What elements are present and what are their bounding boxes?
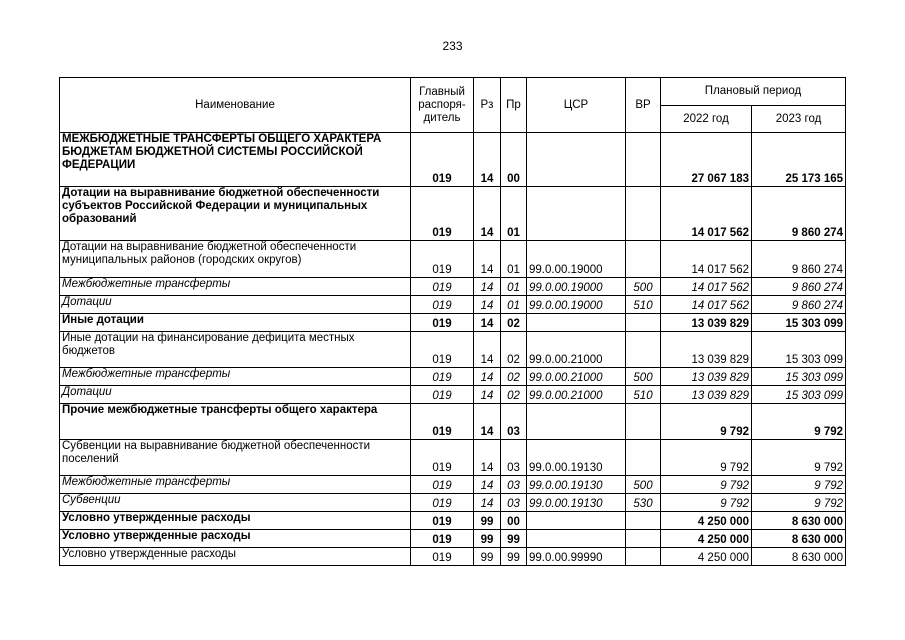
row-name: Иные дотации на финансирование дефицита местных бюджетов xyxy=(60,332,411,368)
header-planned-period: Плановый период xyxy=(661,78,846,106)
row-year-2023: 9 860 274 xyxy=(752,187,846,241)
row-vr: 530 xyxy=(626,494,661,512)
row-pr: 01 xyxy=(501,278,527,296)
row-csr: 99.0.00.19130 xyxy=(527,476,626,494)
row-name: Условно утвержденные расходы xyxy=(60,530,411,548)
header-vr: ВР xyxy=(626,78,661,133)
header-glavny-rasporyaditel xyxy=(411,78,474,133)
table-row xyxy=(60,440,846,476)
row-glavny: 019 xyxy=(411,494,474,512)
row-pr: 02 xyxy=(501,332,527,368)
row-year-2023: 9 860 274 xyxy=(752,241,846,278)
row-glavny: 019 xyxy=(411,476,474,494)
budget-table xyxy=(59,77,846,566)
row-vr xyxy=(626,440,661,476)
row-csr xyxy=(527,530,626,548)
row-glavny: 019 xyxy=(411,278,474,296)
row-glavny: 019 xyxy=(411,440,474,476)
row-name: МЕЖБЮДЖЕТНЫЕ ТРАНСФЕРТЫ ОБЩЕГО ХАРАКТЕРА БЮДЖЕТАМ БЮДЖЕТНОЙ СИСТЕМЫ РОССИЙСКОЙ ФЕДЕРАЦИИ xyxy=(60,133,411,187)
row-name: Дотации xyxy=(60,386,411,404)
row-rz: 14 xyxy=(474,476,501,494)
row-name: Условно утвержденные расходы xyxy=(60,548,411,566)
header-glavny-line3: дитель xyxy=(423,111,461,124)
row-pr: 01 xyxy=(501,296,527,314)
row-year-2023: 25 173 165 xyxy=(752,133,846,187)
header-glavny-line1: Главный xyxy=(419,85,465,98)
row-rz: 14 xyxy=(474,368,501,386)
row-year-2022: 14 017 562 xyxy=(661,187,752,241)
row-pr: 01 xyxy=(501,241,527,278)
row-pr: 03 xyxy=(501,440,527,476)
header-csr: ЦСР xyxy=(527,78,626,133)
row-rz: 14 xyxy=(474,404,501,440)
row-name: Межбюджетные трансферты xyxy=(60,278,411,296)
row-csr xyxy=(527,314,626,332)
table-row xyxy=(60,278,846,296)
row-csr: 99.0.00.99990 xyxy=(527,548,626,566)
header-year-2023: 2023 год xyxy=(752,106,846,133)
row-pr: 99 xyxy=(501,548,527,566)
row-year-2022: 13 039 829 xyxy=(661,314,752,332)
row-year-2022: 13 039 829 xyxy=(661,386,752,404)
row-glavny: 019 xyxy=(411,548,474,566)
row-year-2022: 14 017 562 xyxy=(661,241,752,278)
row-csr: 99.0.00.21000 xyxy=(527,368,626,386)
row-name: Условно утвержденные расходы xyxy=(60,512,411,530)
row-pr: 00 xyxy=(501,512,527,530)
row-year-2023: 9 792 xyxy=(752,440,846,476)
row-glavny: 019 xyxy=(411,386,474,404)
row-rz: 14 xyxy=(474,187,501,241)
row-rz: 14 xyxy=(474,386,501,404)
header-pr: Пр xyxy=(501,78,527,133)
row-name: Межбюджетные трансферты xyxy=(60,368,411,386)
row-csr xyxy=(527,512,626,530)
row-glavny: 019 xyxy=(411,512,474,530)
row-glavny: 019 xyxy=(411,187,474,241)
row-year-2023: 15 303 099 xyxy=(752,368,846,386)
row-rz: 99 xyxy=(474,548,501,566)
row-rz: 14 xyxy=(474,494,501,512)
row-glavny: 019 xyxy=(411,332,474,368)
row-csr: 99.0.00.19130 xyxy=(527,440,626,476)
row-year-2022: 13 039 829 xyxy=(661,332,752,368)
row-pr: 03 xyxy=(501,476,527,494)
table-row xyxy=(60,386,846,404)
table-row xyxy=(60,296,846,314)
row-csr: 99.0.00.19000 xyxy=(527,241,626,278)
row-name: Дотации xyxy=(60,296,411,314)
row-name: Субвенции xyxy=(60,494,411,512)
row-vr: 510 xyxy=(626,386,661,404)
row-rz: 99 xyxy=(474,530,501,548)
table-row xyxy=(60,494,846,512)
page-number: 233 xyxy=(442,39,463,53)
row-glavny: 019 xyxy=(411,314,474,332)
row-rz: 14 xyxy=(474,440,501,476)
row-name: Дотации на выравнивание бюджетной обеспеченности субъектов Российской Федерации и муниципальных образований xyxy=(60,187,411,241)
row-pr: 99 xyxy=(501,530,527,548)
row-csr: 99.0.00.19000 xyxy=(527,278,626,296)
row-csr: 99.0.00.19000 xyxy=(527,296,626,314)
row-vr xyxy=(626,404,661,440)
row-year-2023: 8 630 000 xyxy=(752,512,846,530)
row-rz: 14 xyxy=(474,278,501,296)
table-row xyxy=(60,512,846,530)
row-vr xyxy=(626,530,661,548)
table-row xyxy=(60,187,846,241)
row-pr: 03 xyxy=(501,494,527,512)
row-year-2023: 15 303 099 xyxy=(752,386,846,404)
row-name: Субвенции на выравнивание бюджетной обеспеченности поселений xyxy=(60,440,411,476)
row-year-2023: 9 860 274 xyxy=(752,296,846,314)
row-pr: 02 xyxy=(501,314,527,332)
row-year-2022: 14 017 562 xyxy=(661,296,752,314)
table-row xyxy=(60,476,846,494)
row-pr: 02 xyxy=(501,368,527,386)
row-pr: 00 xyxy=(501,133,527,187)
table-row xyxy=(60,548,846,566)
row-year-2022: 9 792 xyxy=(661,440,752,476)
row-year-2023: 9 792 xyxy=(752,494,846,512)
table-row xyxy=(60,314,846,332)
row-rz: 14 xyxy=(474,332,501,368)
row-year-2023: 8 630 000 xyxy=(752,548,846,566)
row-glavny: 019 xyxy=(411,530,474,548)
table-row xyxy=(60,530,846,548)
row-year-2022: 9 792 xyxy=(661,476,752,494)
header-rz: Рз xyxy=(474,78,501,133)
row-year-2022: 27 067 183 xyxy=(661,133,752,187)
table-row xyxy=(60,368,846,386)
row-csr xyxy=(527,133,626,187)
row-glavny: 019 xyxy=(411,368,474,386)
table-row xyxy=(60,404,846,440)
row-vr xyxy=(626,133,661,187)
row-year-2022: 14 017 562 xyxy=(661,278,752,296)
row-vr: 500 xyxy=(626,368,661,386)
row-rz: 99 xyxy=(474,512,501,530)
row-glavny: 019 xyxy=(411,241,474,278)
row-year-2023: 15 303 099 xyxy=(752,332,846,368)
row-pr: 01 xyxy=(501,187,527,241)
row-vr: 510 xyxy=(626,296,661,314)
row-vr xyxy=(626,187,661,241)
row-pr: 03 xyxy=(501,404,527,440)
row-year-2023: 9 792 xyxy=(752,404,846,440)
row-csr xyxy=(527,404,626,440)
table-row xyxy=(60,332,846,368)
row-year-2022: 4 250 000 xyxy=(661,512,752,530)
row-year-2023: 8 630 000 xyxy=(752,530,846,548)
row-year-2022: 9 792 xyxy=(661,494,752,512)
row-glavny: 019 xyxy=(411,404,474,440)
row-glavny: 019 xyxy=(411,296,474,314)
row-vr xyxy=(626,241,661,278)
row-rz: 14 xyxy=(474,314,501,332)
row-year-2023: 9 860 274 xyxy=(752,278,846,296)
row-year-2022: 4 250 000 xyxy=(661,530,752,548)
row-name: Межбюджетные трансферты xyxy=(60,476,411,494)
header-glavny-line2: распоря- xyxy=(418,98,466,111)
row-csr: 99.0.00.21000 xyxy=(527,386,626,404)
row-year-2022: 13 039 829 xyxy=(661,368,752,386)
row-year-2023: 9 792 xyxy=(752,476,846,494)
row-name: Дотации на выравнивание бюджетной обеспеченности муниципальных районов (городских округов) xyxy=(60,241,411,278)
row-rz: 14 xyxy=(474,241,501,278)
row-csr: 99.0.00.19130 xyxy=(527,494,626,512)
row-name: Иные дотации xyxy=(60,314,411,332)
table-row xyxy=(60,133,846,187)
row-pr: 02 xyxy=(501,386,527,404)
row-year-2023: 15 303 099 xyxy=(752,314,846,332)
row-year-2022: 9 792 xyxy=(661,404,752,440)
row-vr xyxy=(626,332,661,368)
header-name: Наименование xyxy=(60,78,411,133)
table-row xyxy=(60,241,846,278)
row-glavny: 019 xyxy=(411,133,474,187)
header-year-2022: 2022 год xyxy=(661,106,752,133)
row-name: Прочие межбюджетные трансферты общего характера xyxy=(60,404,411,440)
row-vr: 500 xyxy=(626,476,661,494)
row-rz: 14 xyxy=(474,296,501,314)
row-vr xyxy=(626,512,661,530)
row-vr: 500 xyxy=(626,278,661,296)
row-rz: 14 xyxy=(474,133,501,187)
row-vr xyxy=(626,548,661,566)
row-csr: 99.0.00.21000 xyxy=(527,332,626,368)
row-csr xyxy=(527,187,626,241)
row-vr xyxy=(626,314,661,332)
row-year-2022: 4 250 000 xyxy=(661,548,752,566)
